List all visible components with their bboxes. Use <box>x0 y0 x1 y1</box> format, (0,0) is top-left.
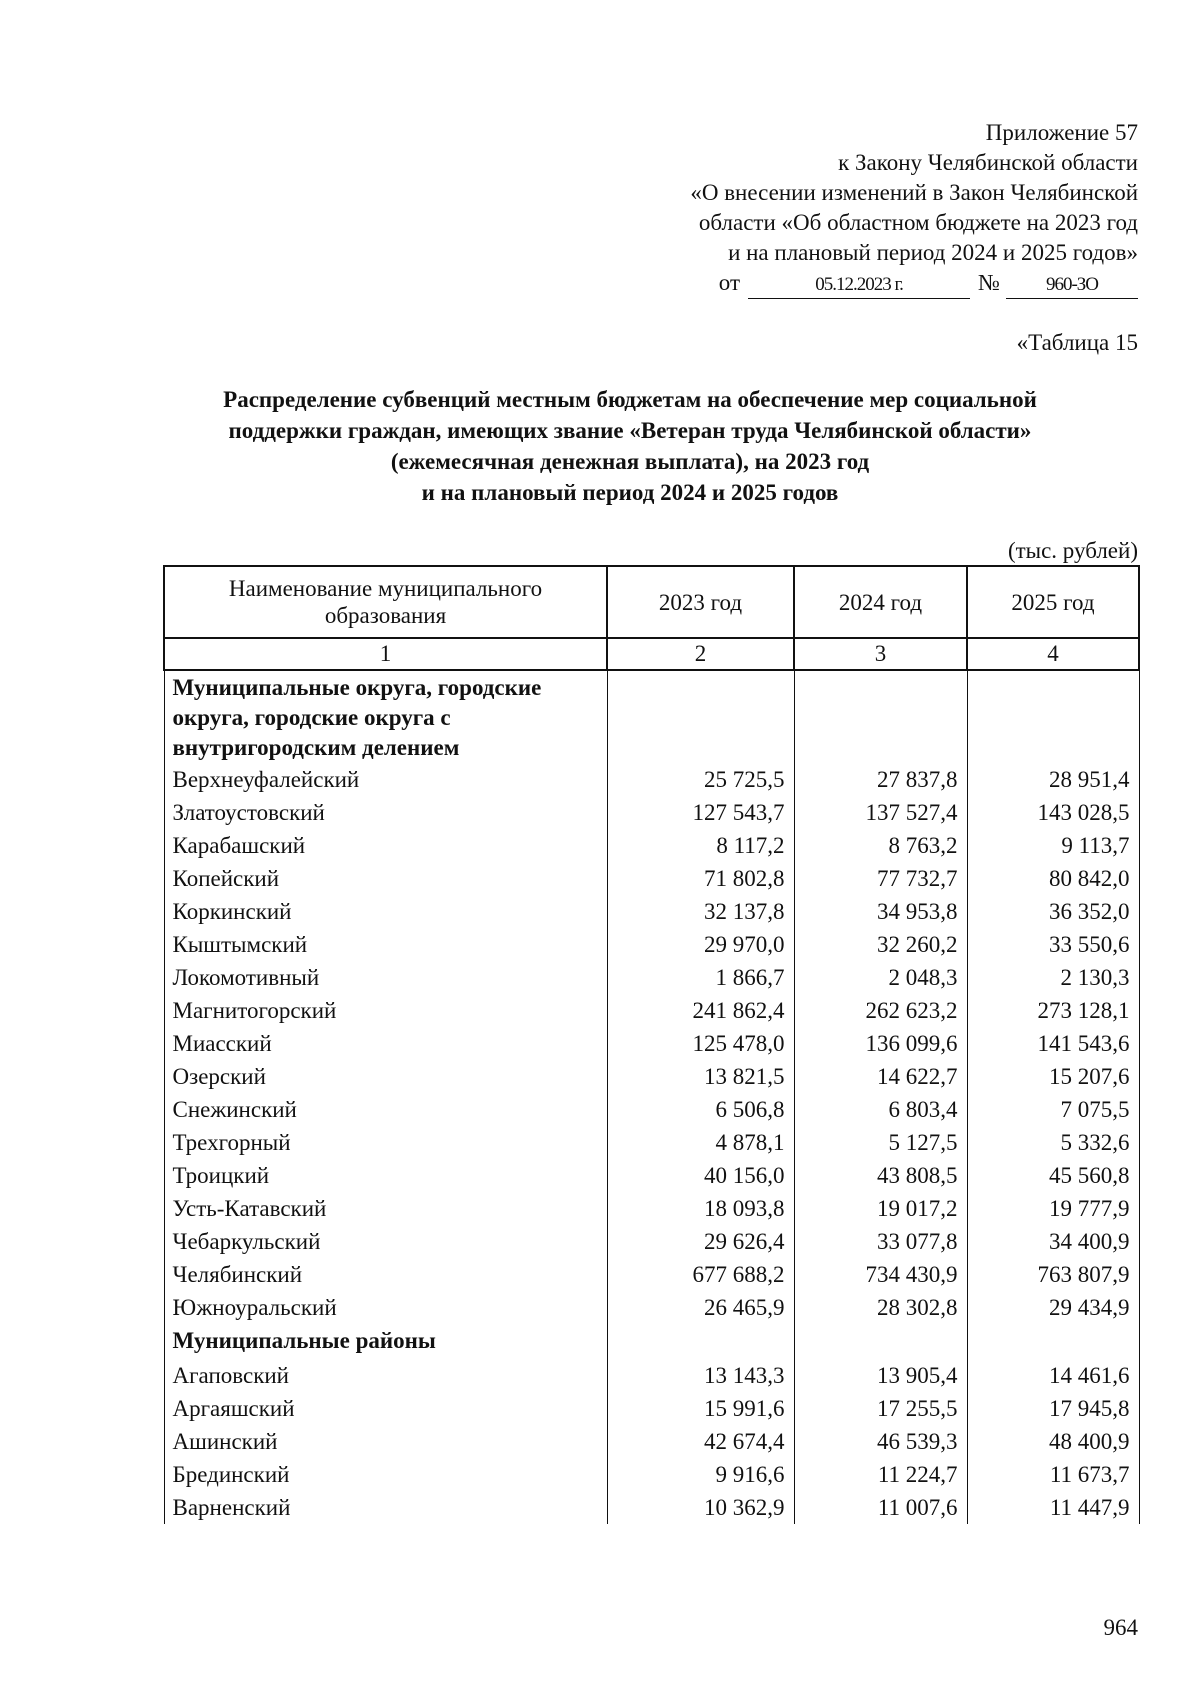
value-2025: 80 842,0 <box>967 862 1139 895</box>
value-2023: 1 866,7 <box>607 961 794 994</box>
value-2024: 6 803,4 <box>794 1093 967 1126</box>
table-row <box>164 1425 1139 1458</box>
annex-line-5: и на плановый период 2024 и 2025 годов» <box>728 240 1138 265</box>
value-2023: 18 093,8 <box>607 1192 794 1225</box>
municipality-name: Миасский <box>164 1027 607 1060</box>
value-2024: 137 527,4 <box>794 796 967 829</box>
value-2023: 6 506,8 <box>607 1093 794 1126</box>
value-2024: 2 048,3 <box>794 961 967 994</box>
municipality-name: Магнитогорский <box>164 994 607 1027</box>
municipality-name: Аргаяшский <box>164 1392 607 1425</box>
value-2023: 25 725,5 <box>607 763 794 796</box>
value-2025: 11 447,9 <box>967 1491 1139 1524</box>
table-row <box>164 796 1139 829</box>
value-2023: 8 117,2 <box>607 829 794 862</box>
municipality-name: Чебаркульский <box>164 1225 607 1258</box>
value-2023: 40 156,0 <box>607 1159 794 1192</box>
municipality-name: Копейский <box>164 862 607 895</box>
annex-date-line <box>578 268 1138 299</box>
value-2023: 15 991,6 <box>607 1392 794 1425</box>
table-row <box>164 1093 1139 1126</box>
value-2024: 13 905,4 <box>794 1359 967 1392</box>
annex-line-1: Приложение 57 <box>985 120 1138 145</box>
table-row <box>164 1126 1139 1159</box>
value-2023: 29 970,0 <box>607 928 794 961</box>
empty-cell <box>967 670 1139 763</box>
value-2024: 43 808,5 <box>794 1159 967 1192</box>
value-2024: 17 255,5 <box>794 1392 967 1425</box>
value-2024: 77 732,7 <box>794 862 967 895</box>
value-2023: 10 362,9 <box>607 1491 794 1524</box>
table-body <box>164 670 1139 1524</box>
table-row <box>164 1359 1139 1392</box>
table-row <box>164 1291 1139 1324</box>
empty-cell <box>967 1324 1139 1359</box>
value-2024: 19 017,2 <box>794 1192 967 1225</box>
table-row <box>164 862 1139 895</box>
col-number-3: 3 <box>794 638 967 670</box>
value-2024: 8 763,2 <box>794 829 967 862</box>
section-heading: Муниципальные районы <box>164 1324 607 1359</box>
value-2025: 273 128,1 <box>967 994 1139 1027</box>
table-row <box>164 1258 1139 1291</box>
value-2023: 13 143,3 <box>607 1359 794 1392</box>
value-2025: 29 434,9 <box>967 1291 1139 1324</box>
municipality-name: Златоустовский <box>164 796 607 829</box>
value-2025: 28 951,4 <box>967 763 1139 796</box>
municipality-name: Варненский <box>164 1491 607 1524</box>
value-2025: 34 400,9 <box>967 1225 1139 1258</box>
value-2023: 4 878,1 <box>607 1126 794 1159</box>
annex-line-2: к Закону Челябинской области <box>838 150 1138 175</box>
section-municipal-districts <box>164 1324 1139 1359</box>
title-line-2: поддержки граждан, имеющих звание «Ветеран труда Челябинской области» <box>228 418 1032 443</box>
subsidy-table <box>163 565 1140 1524</box>
header-2024: 2024 год <box>794 566 967 638</box>
municipality-name: Кыштымский <box>164 928 607 961</box>
value-2025: 143 028,5 <box>967 796 1139 829</box>
value-2023: 26 465,9 <box>607 1291 794 1324</box>
value-2024: 28 302,8 <box>794 1291 967 1324</box>
column-number-row <box>164 638 1139 670</box>
header-row <box>164 566 1139 638</box>
table-row <box>164 895 1139 928</box>
document-title <box>150 384 1110 508</box>
value-2025: 33 550,6 <box>967 928 1139 961</box>
annex-line-3: «О внесении изменений в Закон Челябинской <box>690 180 1138 205</box>
number-label: № <box>978 270 1000 295</box>
municipality-name: Трехгорный <box>164 1126 607 1159</box>
value-2024: 32 260,2 <box>794 928 967 961</box>
table-row <box>164 1027 1139 1060</box>
col-number-2: 2 <box>607 638 794 670</box>
municipality-name: Верхнеуфалейский <box>164 763 607 796</box>
value-2025: 45 560,8 <box>967 1159 1139 1192</box>
value-2023: 13 821,5 <box>607 1060 794 1093</box>
value-2024: 262 623,2 <box>794 994 967 1027</box>
municipality-name: Южноуральский <box>164 1291 607 1324</box>
law-date: 05.12.2023 г. <box>748 272 970 299</box>
value-2024: 734 430,9 <box>794 1258 967 1291</box>
value-2025: 14 461,6 <box>967 1359 1139 1392</box>
annex-header <box>578 118 1138 299</box>
page-number: 964 <box>1103 1615 1138 1640</box>
annex-line-4: области «Об областном бюджете на 2023 год <box>698 210 1138 235</box>
table-row <box>164 1491 1139 1524</box>
value-2025: 48 400,9 <box>967 1425 1139 1458</box>
empty-cell <box>794 670 967 763</box>
value-2023: 32 137,8 <box>607 895 794 928</box>
municipality-name: Челябинский <box>164 1258 607 1291</box>
table-row <box>164 1392 1139 1425</box>
table-row <box>164 961 1139 994</box>
municipality-name: Коркинский <box>164 895 607 928</box>
table-row <box>164 1458 1139 1491</box>
value-2024: 33 077,8 <box>794 1225 967 1258</box>
header-2025: 2025 год <box>967 566 1139 638</box>
municipality-name: Озерский <box>164 1060 607 1093</box>
value-2023: 71 802,8 <box>607 862 794 895</box>
table-row <box>164 1192 1139 1225</box>
table-row <box>164 763 1139 796</box>
value-2023: 9 916,6 <box>607 1458 794 1491</box>
value-2025: 2 130,3 <box>967 961 1139 994</box>
empty-cell <box>794 1324 967 1359</box>
value-2025: 5 332,6 <box>967 1126 1139 1159</box>
value-2024: 11 224,7 <box>794 1458 967 1491</box>
table-reference: «Таблица 15 <box>1016 330 1138 355</box>
law-number: 960-ЗО <box>1006 272 1138 299</box>
table-row <box>164 928 1139 961</box>
header-2023: 2023 год <box>607 566 794 638</box>
section-urban-districts <box>164 670 1139 763</box>
municipality-name: Карабашский <box>164 829 607 862</box>
value-2023: 125 478,0 <box>607 1027 794 1060</box>
value-2023: 241 862,4 <box>607 994 794 1027</box>
from-label: от <box>718 270 741 295</box>
value-2025: 141 543,6 <box>967 1027 1139 1060</box>
value-2024: 14 622,7 <box>794 1060 967 1093</box>
section-heading: Муниципальные округа, городские округа, городские округа с внутригородским делением <box>164 670 607 763</box>
value-2024: 11 007,6 <box>794 1491 967 1524</box>
value-2025: 15 207,6 <box>967 1060 1139 1093</box>
value-2025: 17 945,8 <box>967 1392 1139 1425</box>
value-2023: 677 688,2 <box>607 1258 794 1291</box>
municipality-name: Локомотивный <box>164 961 607 994</box>
table-row <box>164 994 1139 1027</box>
value-2025: 9 113,7 <box>967 829 1139 862</box>
table-row <box>164 1225 1139 1258</box>
table-row <box>164 829 1139 862</box>
value-2024: 46 539,3 <box>794 1425 967 1458</box>
value-2025: 763 807,9 <box>967 1258 1139 1291</box>
col-number-1: 1 <box>164 638 607 670</box>
municipality-name: Троицкий <box>164 1159 607 1192</box>
table-row <box>164 1060 1139 1093</box>
header-municipality: Наименование муниципального образования <box>164 566 607 638</box>
value-2024: 136 099,6 <box>794 1027 967 1060</box>
municipality-name: Усть-Катавский <box>164 1192 607 1225</box>
value-2024: 5 127,5 <box>794 1126 967 1159</box>
municipality-name: Снежинский <box>164 1093 607 1126</box>
title-line-3: (ежемесячная денежная выплата), на 2023 год <box>390 449 870 474</box>
municipality-name: Ашинский <box>164 1425 607 1458</box>
municipality-name: Агаповский <box>164 1359 607 1392</box>
value-2024: 27 837,8 <box>794 763 967 796</box>
value-2023: 29 626,4 <box>607 1225 794 1258</box>
value-2023: 42 674,4 <box>607 1425 794 1458</box>
value-2025: 36 352,0 <box>967 895 1139 928</box>
table-row <box>164 1159 1139 1192</box>
empty-cell <box>607 1324 794 1359</box>
value-2025: 7 075,5 <box>967 1093 1139 1126</box>
value-2024: 34 953,8 <box>794 895 967 928</box>
value-2023: 127 543,7 <box>607 796 794 829</box>
empty-cell <box>607 670 794 763</box>
value-2025: 19 777,9 <box>967 1192 1139 1225</box>
value-2025: 11 673,7 <box>967 1458 1139 1491</box>
title-line-4: и на плановый период 2024 и 2025 годов <box>421 480 839 505</box>
title-line-1: Распределение субвенций местным бюджетам на обеспечение мер социальной <box>223 387 1037 412</box>
col-number-4: 4 <box>967 638 1139 670</box>
units-label: (тыс. рублей) <box>1007 538 1138 563</box>
municipality-name: Брединский <box>164 1458 607 1491</box>
